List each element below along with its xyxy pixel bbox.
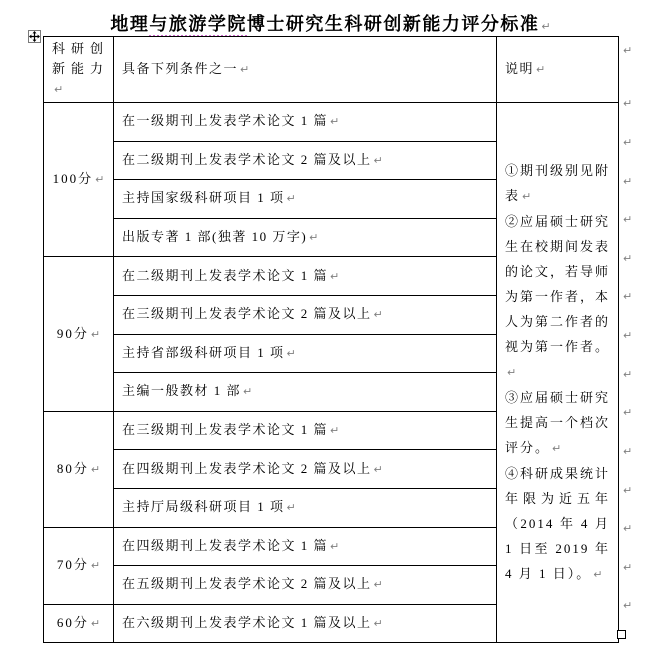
cell-end-mark: ↵ [90, 462, 101, 476]
note-item [505, 209, 610, 385]
condition-text: 主持厅局级科研项目 1 项 [122, 499, 285, 515]
cell-end-mark: ↵ [95, 173, 105, 187]
condition-cell[interactable] [114, 141, 497, 180]
condition-text: 在四级期刊上发表学术论文 1 篇 [122, 537, 329, 553]
header-notes-label: 说明 [505, 61, 535, 76]
condition-cell[interactable] [114, 295, 497, 334]
cell-end-mark: ↵ [286, 192, 296, 206]
condition-text: 在四级期刊上发表学术论文 2 篇及以上 [122, 460, 372, 476]
cell-end-mark: ↵ [286, 346, 296, 360]
condition-text: 在二级期刊上发表学术论文 1 篇 [122, 267, 329, 283]
table-move-handle[interactable] [28, 30, 41, 43]
score-cell-60[interactable] [44, 604, 114, 643]
condition-text: 在一级期刊上发表学术论文 1 篇 [122, 113, 329, 129]
row-end-mark: ↵ [623, 97, 633, 110]
paragraph-mark: ↵ [552, 442, 562, 456]
title-text: 地理 [110, 14, 150, 34]
cell-end-mark: ↵ [373, 462, 383, 476]
note-item [505, 461, 610, 587]
condition-cell[interactable] [114, 257, 497, 296]
condition-text: 在三级期刊上发表学术论文 1 篇 [122, 422, 329, 438]
header-conditions-label: 具备下列条件之一 [122, 61, 239, 76]
condition-cell[interactable] [114, 604, 497, 643]
condition-cell[interactable] [114, 450, 497, 489]
note-text: ②应届硕士研究生在校期间发表的论文，若导师为第一作者，本人为第二作者的视为第一作者。 [505, 214, 611, 355]
condition-text: 在二级期刊上发表学术论文 2 篇及以上 [122, 151, 372, 167]
title-text-grammar-underlined: 与旅游学院 [149, 14, 247, 37]
cell-end-mark: ↵ [330, 424, 340, 438]
condition-cell[interactable] [114, 566, 497, 605]
cell-end-mark: ↵ [330, 269, 340, 283]
row-end-mark: ↵ [623, 136, 633, 149]
note-text: ③应届硕士研究生提高一个档次评分。 [505, 390, 611, 456]
score-label: 80分 [56, 460, 89, 476]
cell-end-mark: ↵ [90, 559, 101, 573]
note-item [505, 158, 610, 209]
cell-end-mark: ↵ [54, 83, 64, 96]
note-text: ④科研成果统计年限为近五年（2014 年 4 月 1 日至 2019 年 4 月 1 日）。 [505, 466, 611, 582]
condition-cell[interactable] [114, 218, 497, 257]
move-arrows-icon [29, 31, 40, 42]
title-text: 博士研究生科研创新能力评分标准 [246, 14, 540, 34]
cell-end-mark: ↵ [286, 501, 296, 515]
condition-cell[interactable] [114, 527, 497, 566]
table-resize-handle[interactable] [617, 630, 626, 639]
condition-text: 出版专著 1 部(独著 10 万字) [122, 229, 308, 245]
cell-end-mark: ↵ [243, 385, 253, 399]
paragraph-mark: ↵ [541, 20, 551, 33]
cell-end-mark: ↵ [90, 617, 101, 631]
paragraph-mark: ↵ [507, 366, 517, 380]
condition-text: 主持省部级科研项目 1 项 [122, 344, 285, 360]
cell-end-mark: ↵ [240, 63, 250, 76]
condition-text: 在六级期刊上发表学术论文 1 篇及以上 [122, 615, 372, 631]
score-cell-90[interactable] [44, 257, 114, 411]
condition-cell[interactable] [114, 411, 497, 450]
cell-end-mark: ↵ [373, 308, 383, 322]
row-end-mark: ↵ [623, 213, 633, 226]
paragraph-mark: ↵ [593, 568, 603, 582]
condition-text: 在五级期刊上发表学术论文 2 篇及以上 [122, 576, 372, 592]
cell-end-mark: ↵ [309, 231, 319, 245]
row-end-mark: ↵ [623, 522, 633, 535]
table-header-row [44, 37, 619, 103]
paragraph-mark: ↵ [522, 190, 532, 204]
row-end-mark: ↵ [623, 445, 633, 458]
score-cell-80[interactable] [44, 411, 114, 527]
condition-cell[interactable] [114, 334, 497, 373]
row-end-mark: ↵ [623, 406, 633, 419]
row-end-mark: ↵ [623, 252, 633, 265]
score-label: 100分 [52, 171, 94, 187]
cell-end-mark: ↵ [90, 327, 101, 341]
scoring-table [43, 36, 619, 643]
header-cell-capability[interactable] [44, 37, 114, 103]
row-end-mark: ↵ [623, 368, 633, 381]
row-end-mark: ↵ [623, 599, 633, 612]
cell-end-mark: ↵ [536, 63, 546, 76]
row-end-mark: ↵ [623, 44, 633, 57]
condition-cell[interactable] [114, 103, 497, 142]
condition-cell[interactable] [114, 180, 497, 219]
condition-text: 主持国家级科研项目 1 项 [122, 190, 285, 206]
header-capability-label: 科研创新能力 [52, 41, 105, 76]
score-cell-100[interactable] [44, 103, 114, 257]
score-label: 60分 [56, 615, 89, 631]
cell-end-mark: ↵ [373, 153, 383, 167]
cell-end-mark: ↵ [373, 617, 383, 631]
note-text: ①期刊级别见附表 [505, 163, 611, 204]
cell-end-mark: ↵ [330, 539, 340, 553]
cell-end-mark: ↵ [330, 115, 340, 129]
notes-cell[interactable] [497, 103, 619, 643]
note-item [505, 385, 610, 461]
row-end-mark: ↵ [623, 175, 633, 188]
row-end-mark: ↵ [623, 329, 633, 342]
score-cell-70[interactable] [44, 527, 114, 604]
cell-end-mark: ↵ [373, 578, 383, 592]
score-label: 90分 [56, 325, 89, 341]
document-title [0, 10, 661, 36]
table-row [44, 103, 619, 142]
condition-text: 主编一般教材 1 部 [122, 383, 242, 399]
row-end-mark: ↵ [623, 290, 633, 303]
header-cell-conditions[interactable] [114, 37, 497, 103]
condition-cell[interactable] [114, 373, 497, 412]
score-label: 70分 [56, 557, 89, 573]
row-end-mark: ↵ [623, 484, 633, 497]
condition-text: 在三级期刊上发表学术论文 2 篇及以上 [122, 306, 372, 322]
condition-cell[interactable] [114, 488, 497, 527]
header-cell-notes[interactable] [497, 37, 619, 103]
row-end-mark: ↵ [623, 561, 633, 574]
